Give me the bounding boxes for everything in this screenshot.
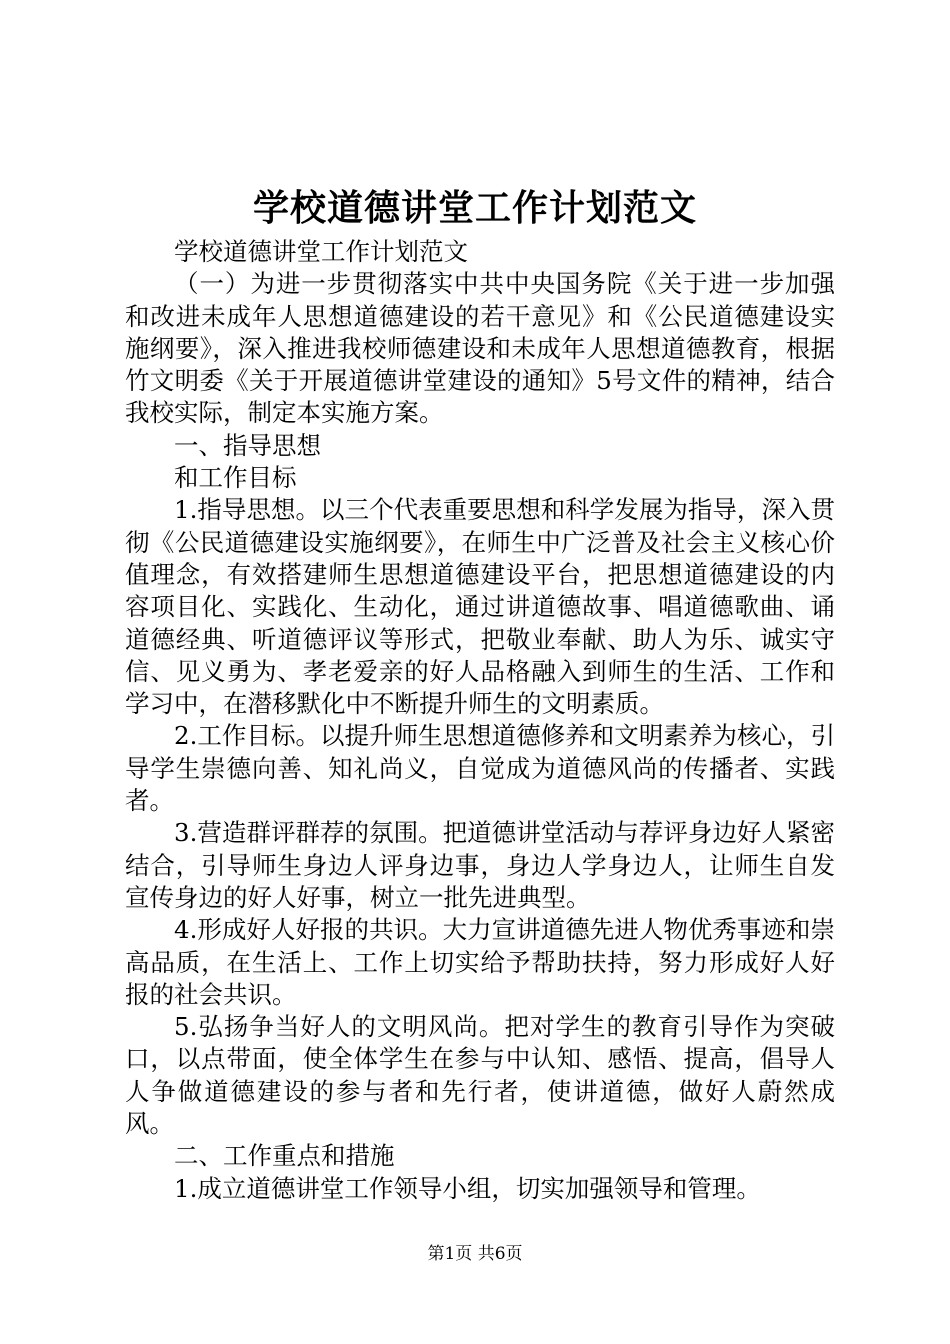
heading-guiding-ideology: 一、指导思想: [174, 430, 321, 460]
paragraph-intro: （一）为进一步贯彻落实中共中央国务院《关于进一步加强和改进未成年人思想道德建设的若干意见》和《公民道德建设实施纲要》，深入推进我校师德建设和未成年人思想道德教育，根据竹文明委《关于开展道德讲堂建设的通知》5号文件的精神，结合我校实际，制定本实施方案。: [125, 269, 835, 428]
paragraph-item-4: 4.形成好人好报的共识。大力宣讲道德先进人物优秀事迹和崇高品质，在生活上、工作上切实给予帮助扶持，努力形成好人好报的社会共识。: [125, 915, 835, 1009]
paragraph-item-5: 5.弘扬争当好人的文明风尚。把对学生的教育引导作为突破口，以点带面，使全体学生在参与中认知、感悟、提高，倡导人人争做道德建设的参与者和先行者，使讲道德，做好人蔚然成风。: [125, 1012, 835, 1139]
document-title: 学校道德讲堂工作计划范文: [252, 187, 697, 229]
paragraph-item-1: 1.指导思想。以三个代表重要思想和科学发展为指导，深入贯彻《公民道德建设实施纲要》，在师生中广泛普及社会主义核心价值理念，有效搭建师生思想道德建设平台，把思想道德建设的内容项目化、实践化、生动化，通过讲道德故事、唱道德歌曲、诵道德经典、听道德评议等形式，把敬业奉献、助人为乐、诚实守信、见义勇为、孝老爱亲的好人品格融入到师生的生活、工作和学习中，在潜移默化中不断提升师生的文明素质。: [125, 495, 835, 719]
paragraph-measure-1: 1.成立道德讲堂工作领导小组，切实加强领导和管理。: [174, 1173, 761, 1203]
page-footer: 第1页 共6页: [427, 1244, 523, 1264]
paragraph-subtitle: 学校道德讲堂工作计划范文: [174, 237, 468, 266]
heading-work-goals: 和工作目标: [174, 463, 297, 493]
paragraph-item-2: 2.工作目标。以提升师生思想道德修养和文明素养为核心，引导学生崇德向善、知礼尚义，自觉成为道德风尚的传播者、实践者。: [125, 721, 835, 816]
heading-key-measures: 二、工作重点和措施: [174, 1141, 395, 1171]
document-body: [125, 236, 835, 1205]
paragraph-item-3: 3.营造群评群荐的氛围。把道德讲堂活动与荐评身边好人紧密结合，引导师生身边人评身边事，身边人学身边人，让师生自发宣传身边的好人好事，树立一批先进典型。: [125, 818, 835, 912]
